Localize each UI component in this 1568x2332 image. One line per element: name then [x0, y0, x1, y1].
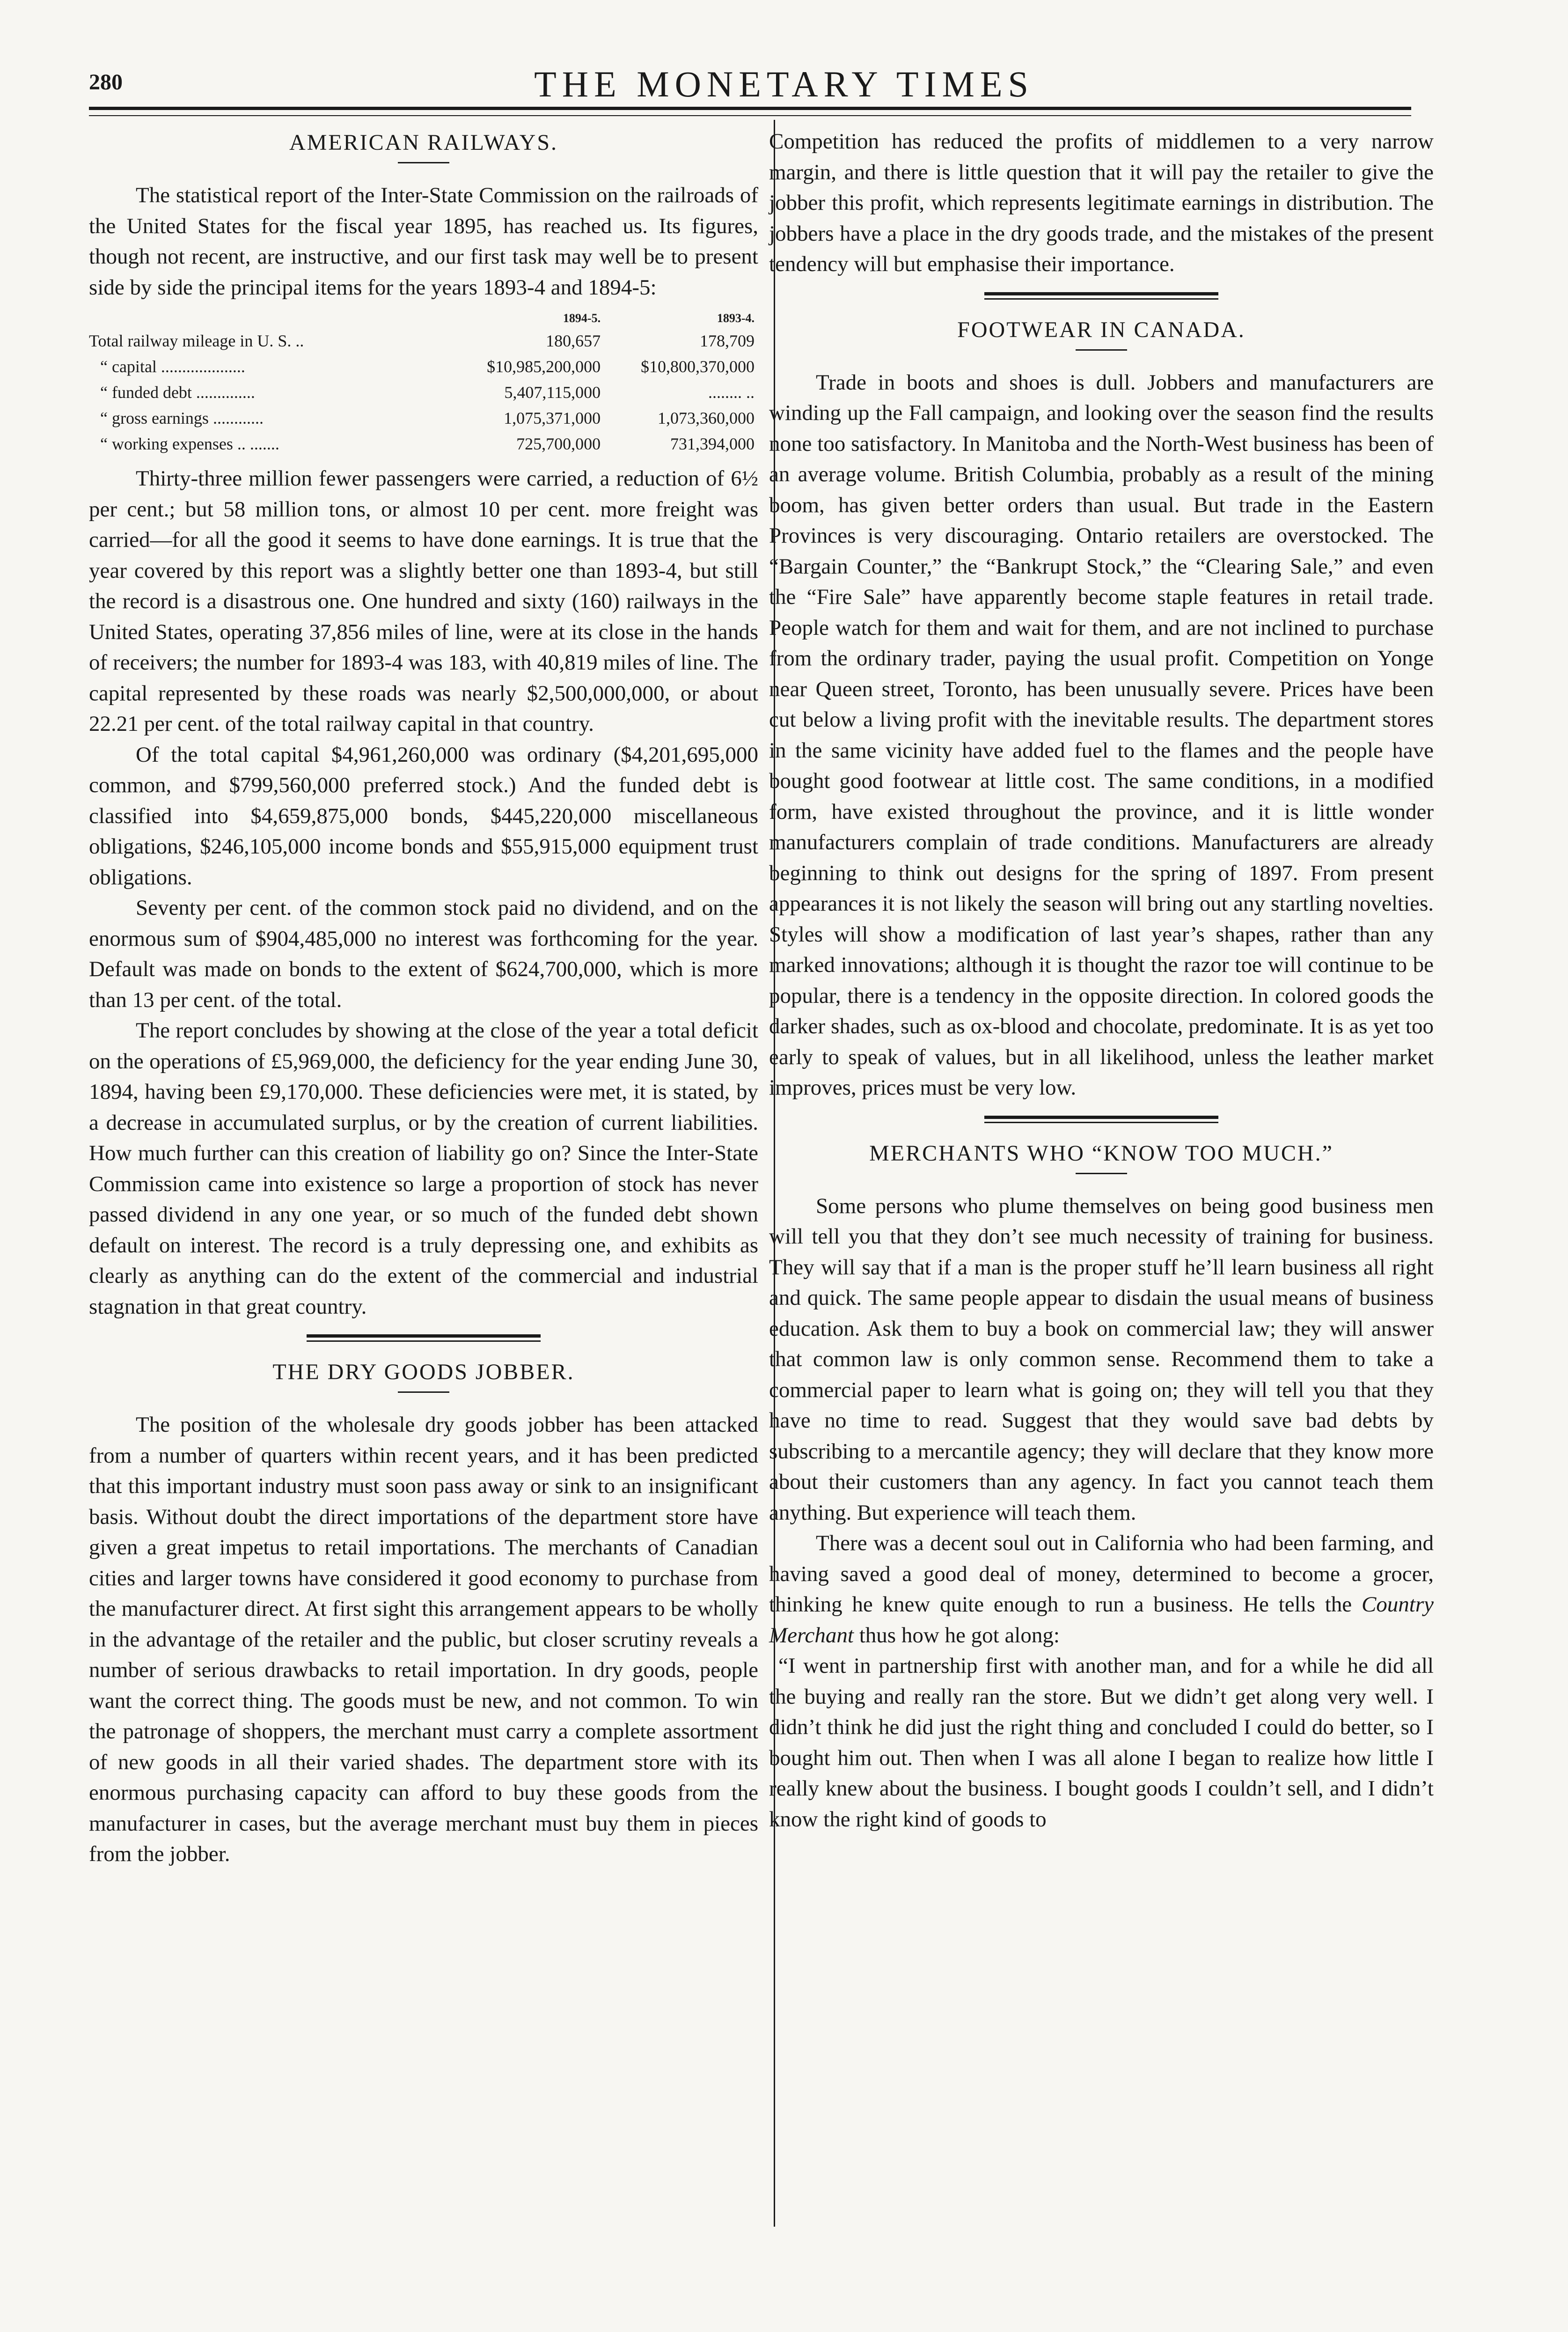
page-number: 280 — [89, 70, 123, 95]
section-separator — [307, 1334, 541, 1342]
paragraph: Some persons who plume themselves on being good business men will tell you that they don’t see much necessity of training for business. They will say that if a man is the proper stuff he’ll learn business all right and quick. The same people appear to disdain the usual means of business education. Ask them to buy a book on commercial law; they will answer that common law is only common sense. Recommend them to take a commercial paper to learn what is going on; they will tell you that they have no time to read. Suggest that they would save bad debts by subscribing to a mercantile agency; they will declare that they know more about their customers than any agency. In fact you cannot teach them anything. But experience will teach them. — [769, 1193, 1434, 1525]
table-header-spacer — [89, 311, 450, 328]
paragraph: Trade in boots and shoes is dull. Jobbers and manufacturers are winding up the Fall campaign, and looking over the season find the results none too satisfactory. In Manitoba and the North-West business has been of an average volume. British Columbia, probably as a result of the mining boom, has given better orders than usual. But trade in the Eastern Provinces is very discouraging. Ontario retailers are overstocked. The “Bargain Counter,” the “Bankrupt Stock,” the “Clearing Sale,” and even the “Fire Sale” have apparently become staple features in retail trade. People watch for them and wait for them, and are not inclined to purchase from the ordinary trader, paying the usual profit. Competition on Yonge near Queen street, Toronto, has been unusually severe. Prices have been cut below a living profit with the inevitable results. The department stores in the same vicinity have added fuel to the flames and the people have bought good footwear at little cost. The same conditions, in a modified form, have existed throughout the province, and it is little wonder manufacturers complain of trade conditions. Manufacturers are already beginning to think out designs for the spring of 1897. From present appearances it is not likely the season will bring out any startling novelties. Styles will show a modification of last year’s shapes, rather than any marked innovations; although it is thought the razor toe will continue to be popular, there is a tendency in the opposite direction. In colored goods the darker shades, such as ox-blood and chocolate, predominate. It is as yet too early to speak of values, but in all likelihood, unless the leather market improves, prices must be very low. — [769, 370, 1434, 1100]
left-column — [89, 126, 758, 1870]
table-cell: 180,657 — [546, 331, 601, 350]
heading-rule — [398, 1391, 449, 1393]
table-row — [89, 431, 758, 457]
section-separator — [984, 292, 1218, 300]
quoted-paragraph: “I went in partnership first with another man, and for a while he did all the buying and really ran the store. But we didn’t get along very well. I didn’t think he did just the right thing and concluded I could do better, so I bought him out. Then when I was all alone I began to realize how little I really knew about the business. I bought goods I couldn’t sell, and I didn’t know the right kind of goods to — [769, 1654, 1434, 1832]
masthead-rule-thick — [89, 107, 1411, 110]
paragraph — [769, 1528, 1434, 1651]
table-row — [89, 354, 758, 380]
table-cell: 725,700,000 — [516, 434, 601, 453]
table-cell: 1,075,371,000 — [504, 409, 601, 427]
text-run: thus how he got along: — [853, 1623, 1060, 1648]
paragraph: Seventy per cent. of the common stock paid no dividend, and on the enormous sum of $904,485,000 no interest was forthcoming for the year. Default was made on bonds to the extent of $624,700,000, which is more than 13 per cent. of the total. — [89, 896, 758, 1012]
article-heading: FOOTWEAR IN CANADA. — [957, 317, 1246, 342]
table-cell: ........ .. — [708, 383, 755, 402]
heading-rule — [1076, 349, 1127, 351]
article-footwear-in-canada — [769, 314, 1434, 1103]
heading-rule — [398, 162, 449, 163]
table-row-label: Total railway mileage in U. S. .. — [89, 331, 304, 350]
table-column-header: 1893-4. — [717, 311, 755, 325]
table-cell: 731,394,000 — [670, 434, 755, 453]
paragraph: Of the total capital $4,961,260,000 was ordinary ($4,201,695,000 common, and $799,560,000 preferred stock.) And the funded debt is classified into $4,659,875,000 bonds, $445,220,000 miscellaneous obligations, $246,105,000 income bonds and $55,915,000 equipment trust obligations. — [89, 742, 758, 890]
article-american-railways — [89, 126, 758, 1322]
heading-rule — [1076, 1173, 1127, 1174]
table-cell: 178,709 — [700, 331, 755, 350]
paragraph: Thirty-three million fewer passengers were carried, a reduction of 6½ per cent.; but 58 million tons, or almost 10 per cent. more freight was carried—for all the good it seems to have done earnings. It is true that the year covered by this report was a slightly better one than 1893-4, but still the record is a disastrous one. One hundred and sixty (160) railways in the United States, operating 37,856 miles of line, were at its close in the hands of receivers; the number for 1893-4 was 183, with 40,819 miles of line. The capital represented by these roads was nearly $2,500,000,000, or about 22.21 per cent. of the total railway capital in that country. — [89, 466, 758, 736]
table-cell: $10,985,200,000 — [487, 357, 601, 376]
paragraph: The statistical report of the Inter-State Commission on the railroads of the United States for the fiscal year 1895, has reached us. Its figures, though not recent, are instructive, and our first task may well be to present side by side the principal items for the years 1893-4 and 1894-5: — [89, 183, 758, 300]
masthead: THE MONETARY TIMES — [534, 64, 1034, 104]
article-heading: AMERICAN RAILWAYS. — [289, 130, 558, 155]
table-row-label: “ gross earnings ............ — [100, 409, 264, 427]
article-heading: THE DRY GOODS JOBBER. — [272, 1360, 575, 1384]
publication-title: Country Merchant — [769, 1592, 1434, 1648]
table-cell: $10,800,370,000 — [641, 357, 755, 376]
table-row-label: “ capital .................... — [100, 357, 245, 376]
table-cell: 1,073,360,000 — [658, 409, 755, 427]
paragraph-continued: Competition has reduced the profits of middlemen to a very narrow margin, and there is little question that it will pay the retailer to give the jobber this profit, which represents legitimate earnings in distribution. The jobbers have a place in the dry goods trade, and the mistakes of the present tendency will but emphasise their importance. — [769, 129, 1434, 276]
railway-statistics-table — [89, 311, 758, 457]
article-merchants-who-know-too-much — [769, 1137, 1434, 1835]
paragraph: The position of the wholesale dry goods jobber has been attacked from a number of quarters within recent years, and it has been predicted that this important industry must soon pass away or sink to an insignificant basis. Without doubt the direct importations of the department store have given a great impetus to retail importations. The merchants of Canadian cities and larger towns have considered it good economy to purchase from the manufacturer direct. At first sight this arrangement appears to be wholly in the advantage of the retailer and the public, but closer scrutiny reveals a number of serious drawbacks to retail importation. In dry goods, people want the correct thing. The goods must be new, and not common. To win the patronage of shoppers, the merchant must carry a complete assortment of new goods in all their varied shades. The department store with its enormous purchasing capacity can afford to buy these goods from the manufacturer in cases, but the average merchant must buy them in pieces from the jobber. — [89, 1412, 758, 1866]
article-heading: MERCHANTS WHO “KNOW TOO MUCH.” — [869, 1140, 1334, 1166]
table-column-header: 1894-5. — [563, 311, 601, 325]
table-row-label: “ working expenses .. ....... — [100, 434, 279, 453]
table-cell: 5,407,115,000 — [504, 383, 601, 402]
article-dry-goods-jobber — [89, 1356, 758, 1870]
table-row — [89, 380, 758, 405]
table-row-label: “ funded debt .............. — [100, 383, 255, 402]
text-run: There was a decent soul out in California who had been farming, and having saved a good deal of money, determined to become a grocer, thinking he knew quite enough to run a business. He tells the — [769, 1531, 1434, 1617]
table-row — [89, 405, 758, 431]
masthead-rule-thin — [89, 115, 1411, 116]
paragraph: The report concludes by showing at the close of the year a total deficit on the operations of £5,969,000, the deficiency for the year ending June 30, 1894, having been £9,170,000. These deficiencies were met, it is stated, by a decrease in accumulated surplus, or by the creation of current liabilities. How much further can this creation of liability go on? Since the Inter-State Commission came into existence so large a proportion of stock has never passed dividend in any one year, or so much of the funded debt shown default on interest. The record is a truly depressing one, and exhibits as clearly as anything can do the extent of the commercial and industrial stagnation in that great country. — [89, 1018, 758, 1319]
section-separator — [984, 1116, 1218, 1123]
right-column — [769, 126, 1434, 1835]
table-row — [89, 328, 758, 354]
